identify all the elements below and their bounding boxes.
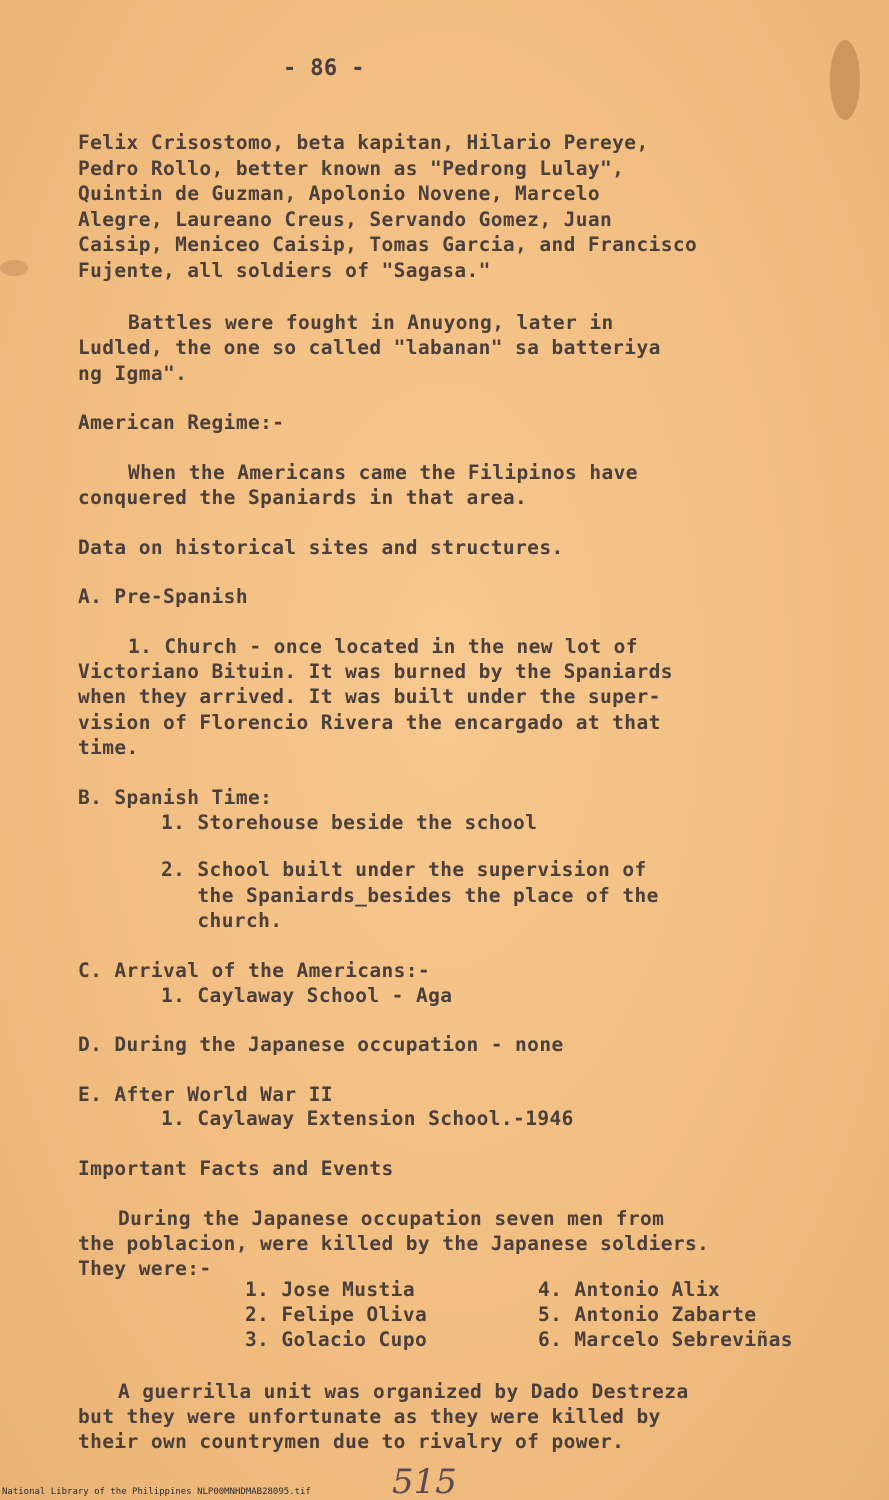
section-d-label: D. During the Japanese occupation - none bbox=[78, 1033, 564, 1056]
text-line: Fujente, all soldiers of "Sagasa." bbox=[78, 259, 491, 282]
victim-name: 6. Marcelo Sebreviñas bbox=[538, 1328, 793, 1351]
text-line: 1. Church - once located in the new lot of bbox=[128, 635, 638, 658]
important-facts-heading: Important Facts and Events bbox=[78, 1157, 394, 1180]
section-b-label: B. Spanish Time: bbox=[78, 786, 273, 809]
page-number: - 86 - bbox=[283, 56, 365, 81]
archive-footer: National Library of the Philippines NLP00MNHDMAB28095.tif bbox=[2, 1487, 311, 1497]
victim-name: 2. Felipe Oliva bbox=[245, 1303, 428, 1326]
text-line: church. bbox=[161, 909, 283, 932]
text-line: Caisip, Meniceo Caisip, Tomas Garcia, and Francisco bbox=[78, 233, 698, 256]
text-line: when they arrived. It was built under the super- bbox=[78, 685, 661, 708]
text-line: Alegre, Laureano Creus, Servando Gomez, Juan bbox=[78, 208, 613, 231]
text-line: Victoriano Bituin. It was burned by the Spaniards bbox=[78, 660, 673, 683]
text-line: 1. Caylaway Extension School.-1946 bbox=[161, 1107, 574, 1130]
section-c-label: C. Arrival of the Americans:- bbox=[78, 959, 431, 982]
text-line: A guerrilla unit was organized by Dado Destreza bbox=[118, 1380, 689, 1403]
text-line: Ludled, the one so called "labanan" sa batteriya bbox=[78, 336, 661, 359]
victim-name: 5. Antonio Zabarte bbox=[538, 1303, 757, 1326]
text-line: their own countrymen due to rivalry of power. bbox=[78, 1430, 625, 1453]
text-line: the Spaniards_besides the place of the bbox=[161, 884, 659, 907]
text-line: conquered the Spaniards in that area. bbox=[78, 486, 528, 509]
victim-name: 1. Jose Mustia bbox=[245, 1278, 415, 1301]
american-regime-heading: American Regime:- bbox=[78, 411, 285, 434]
text-line: Felix Crisostomo, beta kapitan, Hilario Pereye, bbox=[78, 131, 649, 154]
handwritten-page-number: 515 bbox=[392, 1462, 457, 1500]
text-line: Battles were fought in Anuyong, later in bbox=[128, 311, 614, 334]
section-e-label: E. After World War II bbox=[78, 1083, 333, 1106]
text-line: the poblacion, were killed by the Japanese soldiers. bbox=[78, 1232, 710, 1255]
text-line: 2. School built under the supervision of bbox=[161, 858, 647, 881]
text-line: 1. Caylaway School - Aga bbox=[161, 984, 453, 1007]
text-line: Pedro Rollo, better known as "Pedrong Lulay", bbox=[78, 157, 625, 180]
victim-name: 3. Golacio Cupo bbox=[245, 1328, 428, 1351]
text-line: When the Americans came the Filipinos have bbox=[128, 461, 638, 484]
text-line: During the Japanese occupation seven men from bbox=[118, 1207, 665, 1230]
text-line: Quintin de Guzman, Apolonio Novene, Marcelo bbox=[78, 182, 601, 205]
paper-stain bbox=[830, 40, 860, 120]
text-line: 1. Storehouse beside the school bbox=[161, 811, 538, 834]
text-line: but they were unfortunate as they were killed by bbox=[78, 1405, 661, 1428]
victim-name: 4. Antonio Alix bbox=[538, 1278, 721, 1301]
historical-sites-heading: Data on historical sites and structures. bbox=[78, 536, 564, 559]
text-line: vision of Florencio Rivera the encargado at that bbox=[78, 711, 661, 734]
section-a-label: A. Pre-Spanish bbox=[78, 585, 248, 608]
text-line: ng Igma". bbox=[78, 362, 188, 385]
paper-stain bbox=[0, 260, 28, 276]
text-line: They were:- bbox=[78, 1257, 212, 1280]
text-line: time. bbox=[78, 736, 139, 759]
